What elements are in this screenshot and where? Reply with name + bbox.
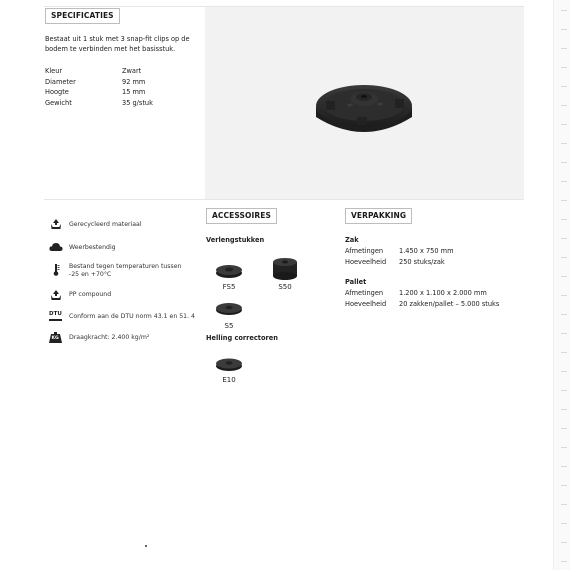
spec-label-weight: Gewicht — [45, 98, 72, 107]
spec-value-diameter: 92 mm — [122, 77, 146, 86]
spec-desc-line: Bestaat uit 1 stuk met 3 snap-fit clips op de — [45, 35, 190, 43]
spec-value-color: Zwart — [122, 67, 142, 75]
pallet-value-dimensions: 1.200 x 1.100 x 2.000 mm — [399, 289, 487, 297]
spec-value-weight: 35 g/stuk — [122, 98, 153, 107]
ruler-tick — [561, 124, 567, 125]
feature-text: PP compound — [69, 291, 112, 298]
ruler-tick — [561, 181, 567, 182]
accessory-label-fs5: FS5 — [222, 283, 236, 291]
ruler-tick — [561, 29, 567, 30]
pallet-label-quantity: Hoeveelheid — [345, 299, 387, 308]
product-photo — [205, 7, 524, 199]
ruler-tick — [561, 542, 567, 543]
dtu-underline — [49, 319, 62, 321]
pallet-value-quantity: 20 zakken/pallet – 5.000 stuks — [399, 299, 500, 308]
dtu-badge-text: DTU — [49, 311, 62, 317]
ruler-tick — [561, 352, 567, 353]
feature-text: Bestand tegen temperaturen tussen — [69, 263, 182, 270]
ruler-tick — [561, 428, 567, 429]
pallet-label-dimensions: Afmetingen — [345, 289, 384, 297]
ruler-tick — [561, 314, 567, 315]
feature-text: Weerbestendig — [69, 244, 116, 251]
ruler-tick — [561, 200, 567, 201]
ruler-tick — [561, 447, 567, 448]
accessory-label-e10: E10 — [222, 376, 236, 384]
verlengstukken-heading: Verlengstukken — [206, 236, 265, 244]
dtu-icon — [49, 311, 63, 322]
ruler-tick — [561, 485, 567, 486]
ruler-tick — [561, 86, 567, 87]
zak-label-dimensions: Afmetingen — [345, 247, 384, 255]
e10-product-image — [214, 356, 244, 373]
ruler-tick — [561, 219, 567, 220]
section-divider — [44, 199, 524, 200]
pallet-heading: Pallet — [345, 278, 367, 286]
recycle-icon — [49, 289, 63, 301]
ruler-tick — [561, 143, 567, 144]
ruler-tick — [561, 238, 567, 239]
ruler-tick — [561, 276, 567, 277]
spec-label-diameter: Diameter — [45, 77, 76, 86]
s5-product-image — [214, 301, 244, 317]
weight-icon — [49, 332, 62, 343]
zak-heading: Zak — [345, 236, 359, 244]
feature-text-line2: -25 en +70°C — [69, 271, 112, 278]
spec-label-color: Kleur — [45, 67, 63, 75]
accessory-label-s5: S5 — [224, 322, 234, 330]
ruler-tick — [561, 466, 567, 467]
page-dot — [145, 545, 147, 547]
feature-text: Draagkracht: 2.400 kg/m² — [69, 334, 150, 341]
ruler-tick — [561, 371, 567, 372]
cloud-icon — [49, 241, 63, 253]
ruler-tick — [561, 561, 567, 562]
ruler-tick — [561, 504, 567, 505]
accessoires-heading: ACCESSOIRES — [206, 208, 277, 224]
specificaties-heading: SPECIFICATIES — [45, 8, 120, 24]
kg-badge-text: KG — [51, 336, 59, 341]
helling-correctoren-heading: Helling correctoren — [206, 334, 278, 342]
verpakking-heading: VERPAKKING — [345, 208, 412, 224]
ruler-tick — [561, 48, 567, 49]
feature-text: Conform aan de DTU norm 43.1 en 51. 4 — [69, 313, 195, 320]
thermometer-icon — [49, 264, 63, 276]
ruler-tick — [561, 295, 567, 296]
spec-desc-line: bodem te verbinden met het basisstuk. — [45, 44, 176, 53]
product-base-image — [205, 7, 524, 199]
fs5-product-image — [214, 262, 244, 280]
ruler-tick — [561, 523, 567, 524]
spec-description — [45, 35, 205, 54]
ruler-tick — [561, 105, 567, 106]
ruler-tick — [561, 390, 567, 391]
spec-value-height: 15 mm — [122, 88, 146, 96]
zak-label-quantity: Hoeveelheid — [345, 257, 387, 266]
zak-value-dimensions: 1.450 x 750 mm — [399, 247, 454, 255]
ruler-tick — [561, 409, 567, 410]
zak-value-quantity: 250 stuks/zak — [399, 257, 445, 266]
ruler-tick — [561, 162, 567, 163]
page-edge-ruler — [553, 0, 570, 570]
feature-text: Gerecycleerd materiaal — [69, 221, 142, 228]
accessory-label-s50: S50 — [278, 283, 292, 291]
s50-product-image — [270, 257, 300, 281]
recycle-icon — [49, 218, 63, 230]
ruler-tick — [561, 333, 567, 334]
ruler-tick — [561, 10, 567, 11]
ruler-tick — [561, 67, 567, 68]
spec-label-height: Hoogte — [45, 88, 69, 96]
ruler-tick — [561, 257, 567, 258]
